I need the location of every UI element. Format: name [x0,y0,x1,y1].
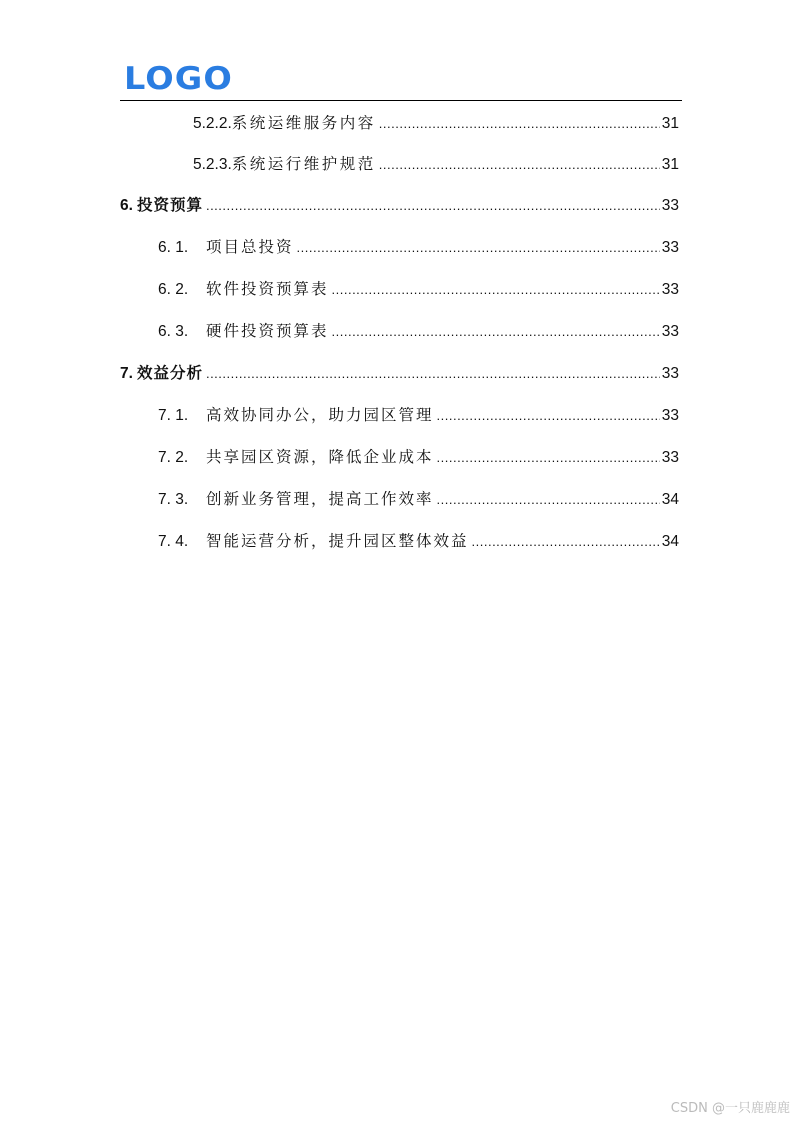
toc-dot-leader [332,322,660,342]
toc-dot-leader [472,532,660,552]
toc-entry-number: 6. [120,197,133,214]
toc-entry-number: 6. 2. [158,281,189,298]
toc-entry-7-3[interactable] [158,490,679,512]
toc-entry-number: 6. 1. [158,239,189,256]
toc-entry-title: 投资预算 [136,197,203,214]
toc-entry-page: 33 [661,449,679,466]
toc-entry-number: 7. 2. [158,449,189,466]
toc-entry-5-2-3[interactable] [193,155,679,177]
toc-entry-page: 33 [661,323,679,340]
toc-entry-7-4[interactable] [158,532,679,554]
toc-dot-leader [297,238,660,258]
toc-entry-title: 系统运维服务内容 [231,115,376,132]
toc-dot-leader [437,448,660,468]
toc-entry-7[interactable] [120,364,679,386]
toc-entry-page: 33 [661,407,679,424]
toc-entry-title: 系统运行维护规范 [231,156,376,173]
toc-entry-page: 33 [661,197,679,214]
toc-entry-page: 33 [661,365,679,382]
toc-entry-6-1[interactable] [158,238,679,260]
toc-entry-page: 31 [661,156,679,173]
toc-entry-page: 33 [661,281,679,298]
toc-entry-page: 34 [661,533,679,550]
toc-entry-title: 软件投资预算表 [206,281,329,298]
toc-entry-page: 33 [661,239,679,256]
toc-dot-leader [206,196,660,216]
toc-entry-title: 硬件投资预算表 [206,323,329,340]
watermark: CSDN @一只鹿鹿鹿 [670,1101,790,1116]
toc-dot-leader [437,406,660,426]
toc-entry-7-1[interactable] [158,406,679,428]
toc-entry-6[interactable] [120,196,679,218]
toc-dot-leader [206,364,660,384]
toc-entry-page: 34 [661,491,679,508]
page-header [120,62,682,101]
toc-entry-number: 6. 3. [158,323,189,340]
toc-dot-leader [437,490,660,510]
toc-entry-title: 项目总投资 [206,239,294,256]
toc-entry-number: 7. [120,365,133,382]
toc-dot-leader [379,114,660,134]
toc-entry-number: 5.2.3. [193,156,232,173]
toc-entry-5-2-2[interactable] [193,114,679,136]
toc-entry-number: 5.2.2. [193,115,232,132]
toc-dot-leader [332,280,660,300]
toc-entry-number: 7. 4. [158,533,189,550]
toc-entry-title: 创新业务管理，提高工作效率 [206,491,434,508]
toc-entry-7-2[interactable] [158,448,679,470]
toc-dot-leader [379,155,660,175]
toc-entry-number: 7. 3. [158,491,189,508]
toc-entry-6-2[interactable] [158,280,679,302]
toc-entry-title: 高效协同办公，助力园区管理 [206,407,434,424]
toc-entry-6-3[interactable] [158,322,679,344]
toc-entry-title: 效益分析 [136,365,203,382]
toc-entry-page: 31 [661,115,679,132]
logo: LOGO [124,61,233,97]
toc-entry-title: 共享园区资源，降低企业成本 [206,449,434,466]
toc-entry-title: 智能运营分析，提升园区整体效益 [206,533,469,550]
toc-entry-number: 7. 1. [158,407,189,424]
